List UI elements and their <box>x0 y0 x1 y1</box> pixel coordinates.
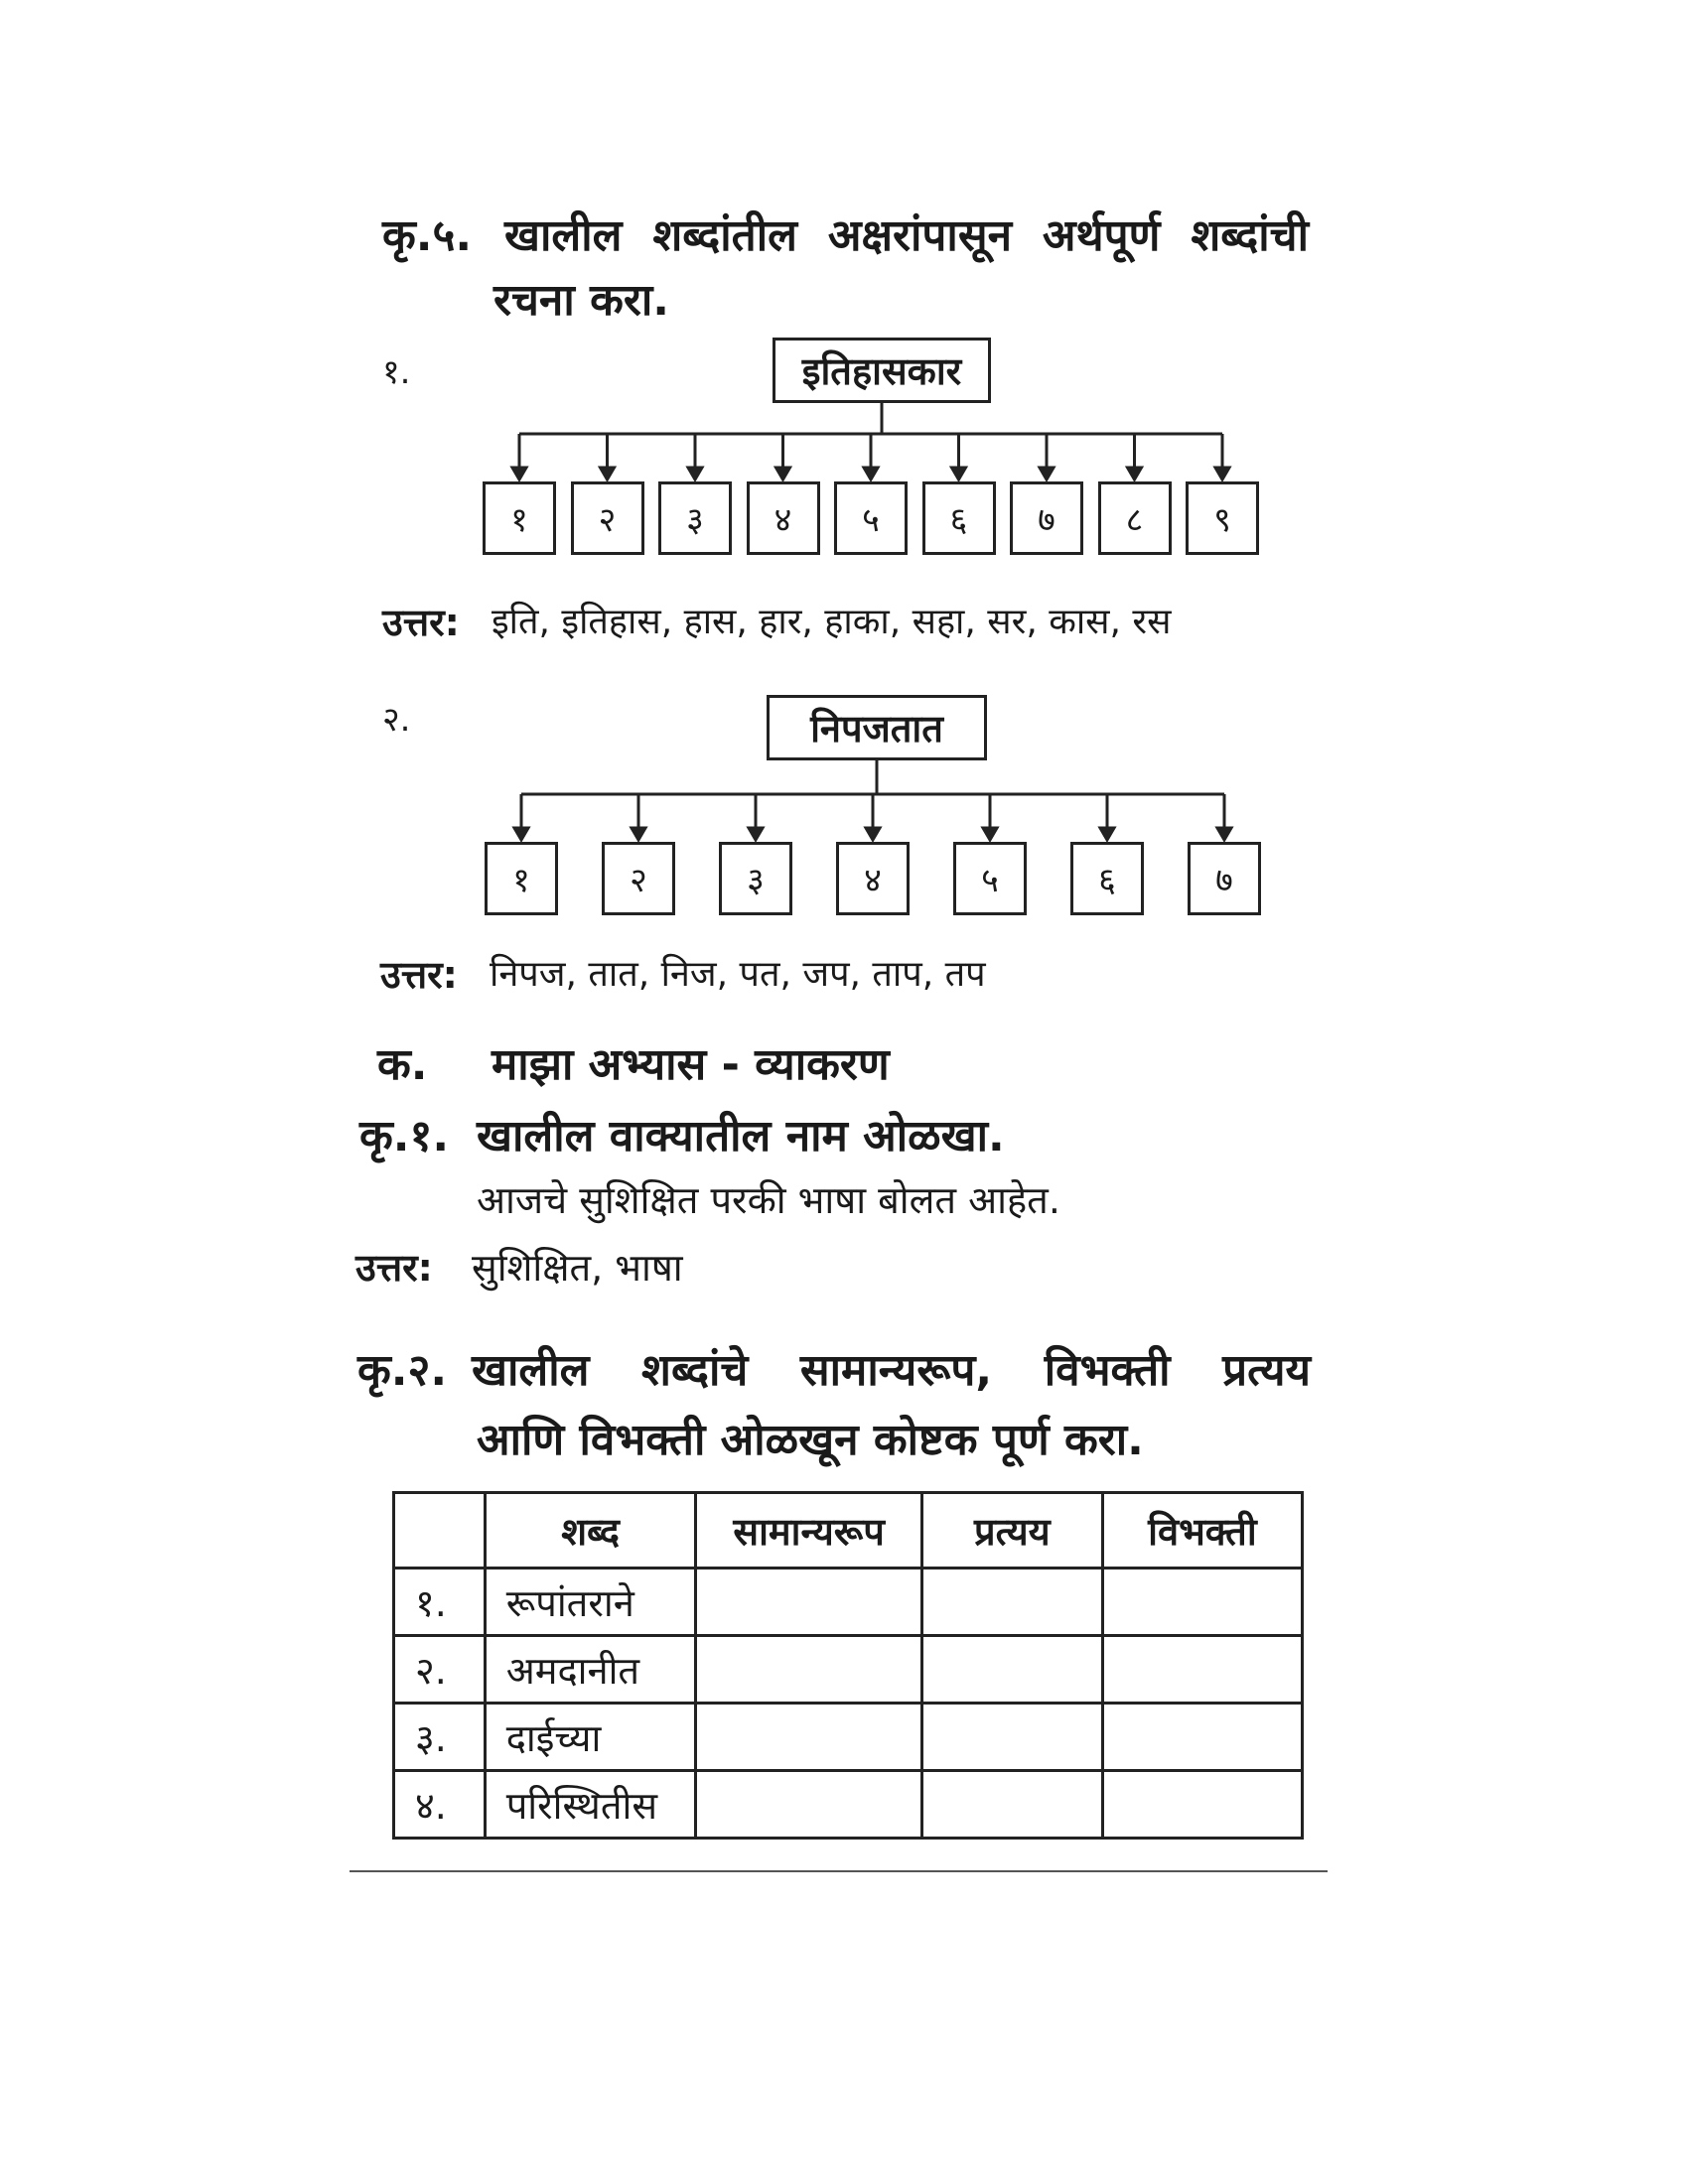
header-vibhakti: विभक्ती <box>1102 1493 1302 1569</box>
row-index: १. <box>394 1569 486 1636</box>
row-word: अमदानीत <box>485 1636 696 1704</box>
tree1-answer-label: उत्तर: <box>382 601 460 644</box>
row-word: रूपांतराने <box>485 1569 696 1636</box>
row-word: दाईच्या <box>485 1704 696 1771</box>
cell-vibhakti[interactable] <box>1102 1569 1302 1636</box>
row-word: परिस्थितीस <box>485 1771 696 1839</box>
row-index: ४. <box>394 1771 486 1839</box>
tree1-child-box: ९ <box>1186 481 1259 555</box>
cell-vibhakti[interactable] <box>1102 1636 1302 1704</box>
table-row <box>394 1636 1303 1704</box>
tree1-child-box: १ <box>483 481 556 555</box>
g1-number: कृ.१. <box>359 1111 450 1161</box>
tree1-child-box: २ <box>571 481 644 555</box>
tree1-child-box: ४ <box>747 481 820 555</box>
g1-answer-label: उत्तर: <box>355 1246 433 1290</box>
tree2-root-box: निपजतात <box>767 695 987 760</box>
row-index: ३. <box>394 1704 486 1771</box>
q5-number: कृ.५. <box>382 210 473 261</box>
tree2-child-box: ७ <box>1188 842 1261 915</box>
tree2-child-box: ५ <box>953 842 1027 915</box>
cell-vibhakti[interactable] <box>1102 1771 1302 1839</box>
tree1-child-box: ३ <box>658 481 732 555</box>
bottom-rule <box>350 1870 1328 1872</box>
g2-number: कृ.२. <box>357 1345 448 1396</box>
cell-samanyarup[interactable] <box>696 1704 921 1771</box>
cell-samanyarup[interactable] <box>696 1771 921 1839</box>
table-header-row <box>394 1493 1303 1569</box>
tree2-child-box: ३ <box>719 842 792 915</box>
cell-vibhakti[interactable] <box>1102 1704 1302 1771</box>
cell-pratyay[interactable] <box>921 1704 1102 1771</box>
grammar-table <box>392 1491 1304 1840</box>
table-row <box>394 1771 1303 1839</box>
row-index: २. <box>394 1636 486 1704</box>
header-word: शब्द <box>485 1493 696 1569</box>
header-samanyarup: सामान्यरूप <box>696 1493 921 1569</box>
cell-pratyay[interactable] <box>921 1771 1102 1839</box>
cell-samanyarup[interactable] <box>696 1636 921 1704</box>
section-title: माझा अभ्यास - व्याकरण <box>492 1039 890 1090</box>
tree1-child-box: ८ <box>1098 481 1172 555</box>
tree2-answer: निपज, तात, निज, पत, जप, ताप, तप <box>490 954 986 995</box>
q5-line2: रचना करा. <box>493 275 669 326</box>
tree1-root-box: इतिहासकार <box>773 338 991 403</box>
table-row <box>394 1704 1303 1771</box>
g2-line2: आणि विभक्ती ओळखून कोष्टक पूर्ण करा. <box>477 1415 1144 1465</box>
header-pratyay: प्रत्यय <box>921 1493 1102 1569</box>
cell-samanyarup[interactable] <box>696 1569 921 1636</box>
tree2-child-box: ६ <box>1070 842 1144 915</box>
q5-line1: खालील शब्दांतील अक्षरांपासून अर्थपूर्ण शब्दांची <box>504 210 1309 261</box>
g1-answer: सुशिक्षित, भाषा <box>472 1246 683 1290</box>
tree2-index: २. <box>382 700 411 740</box>
tree2-answer-label: उत्तर: <box>380 953 458 997</box>
tree2-child-box: ४ <box>836 842 910 915</box>
tree1-child-box: ६ <box>922 481 996 555</box>
cell-pratyay[interactable] <box>921 1569 1102 1636</box>
g2-line1: खालील शब्दांचे सामान्यरूप, विभक्ती प्रत्यय <box>472 1345 1311 1396</box>
tree1-child-box: ७ <box>1010 481 1083 555</box>
header-blank <box>394 1493 486 1569</box>
tree1-child-box: ५ <box>834 481 908 555</box>
tree2-child-box: १ <box>485 842 558 915</box>
tree1-index: १. <box>382 352 411 392</box>
cell-pratyay[interactable] <box>921 1636 1102 1704</box>
g1-question: खालील वाक्यातील नाम ओळखा. <box>477 1111 1005 1161</box>
tree2-child-box: २ <box>602 842 675 915</box>
g1-sentence: आजचे सुशिक्षित परकी भाषा बोलत आहेत. <box>477 1178 1060 1222</box>
section-letter: क. <box>377 1039 428 1090</box>
tree1-answer: इति, इतिहास, हास, हार, हाका, सहा, सर, कास, रस <box>492 602 1172 642</box>
table-row <box>394 1569 1303 1636</box>
